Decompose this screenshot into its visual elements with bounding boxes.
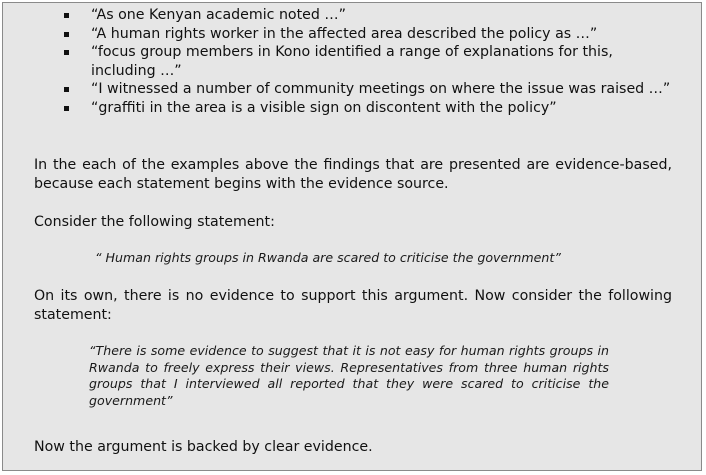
evidence-examples-list (63, 6, 678, 117)
list-item: “graffiti in the area is a visible sign on discontent with the policy” (63, 99, 678, 118)
no-evidence-paragraph: On its own, there is no evidence to support this argument. Now consider the following statement: (34, 288, 672, 323)
list-item: “As one Kenyan academic noted …” (63, 6, 678, 25)
list-item: “A human rights worker in the affected area described the policy as …” (63, 25, 678, 44)
quote-statement-2: “There is some evidence to suggest that it is not easy for human rights groups in Rwanda to freely express their views. Representatives from three human rights groups that I interviewed all reported that they were scared to criticise the government” (89, 343, 609, 408)
text-box (2, 2, 702, 471)
list-item: “focus group members in Kono identified a range of explanations for this, including …” (63, 43, 678, 80)
quote-statement-1: “ Human rights groups in Rwanda are scared to criticise the government” (95, 250, 561, 265)
examples-paragraph: In the each of the examples above the findings that are presented are evidence-based, because each statement begins with the evidence source. (34, 157, 672, 192)
consider-paragraph: Consider the following statement: (34, 214, 275, 230)
conclusion-paragraph: Now the argument is backed by clear evidence. (34, 439, 373, 455)
list-item: “I witnessed a number of community meetings on where the issue was raised …” (63, 80, 678, 99)
